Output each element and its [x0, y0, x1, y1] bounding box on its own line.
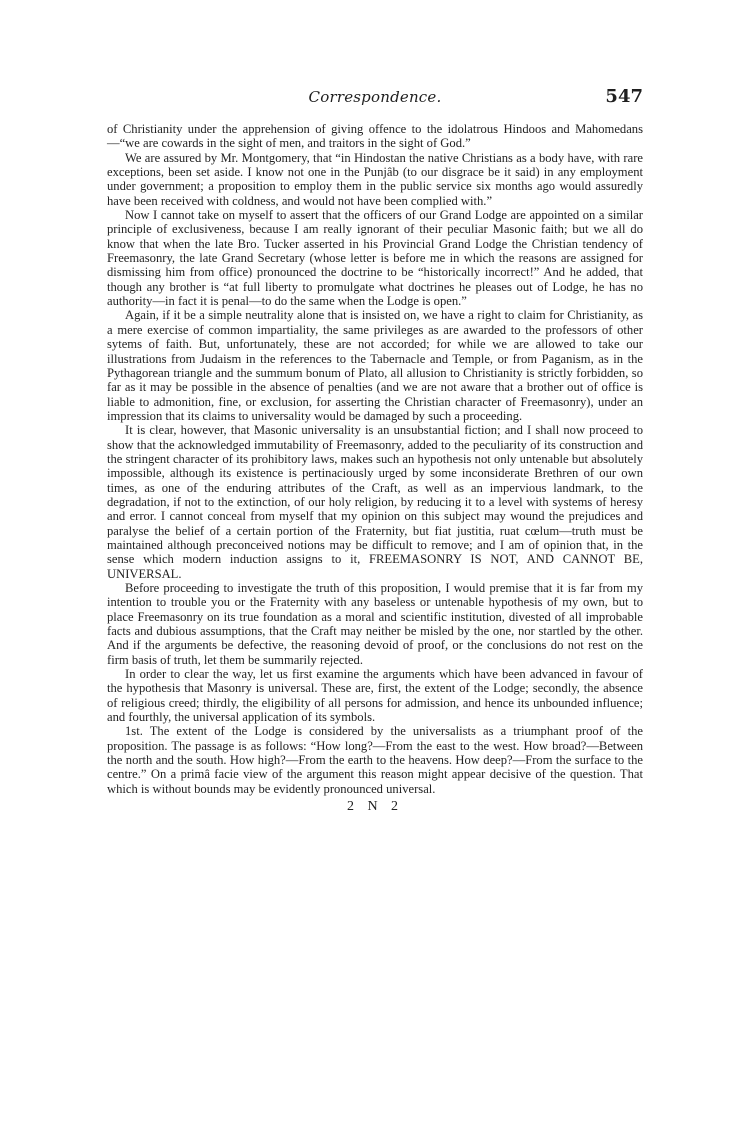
paragraph: of Christianity under the apprehension of giving offence to the idolatrous Hindoos and Mahomedans—“we are cowards in the sight of men, and traitors in the sight of God.”: [107, 122, 643, 151]
paragraph: Again, if it be a simple neutrality alone that is insisted on, we have a right to claim for Christianity, as a mere exercise of common impartiality, the same privileges as are awarded to the professors of other sytems of faith. But, unfortunately, these are not accorded; for while we are allowed to take our illustrations from Judaism in the references to the Tabernacle and Temple, or from Paganism, as in the Pythagorean triangle and the summum bonum of Plato, all allusion to Christianity is strictly forbidden, so far as it may be possible in the absence of penalties (and we are not aware that a brother out of office is liable to admonition, fine, or exclusion, for asserting the Christian character of Freemasonry), under an impression that its claims to universality would be damaged by such a proceeding.: [107, 308, 643, 423]
paragraph: We are assured by Mr. Montgomery, that “in Hindostan the native Christians as a body have, with rare exceptions, been set aside. I know not one in the Punjâb (to our disgrace be it said) in any employment under government; a proposition to employ them in the public service six months ago would assuredly have been received with coldness, and would not have been complied with.”: [107, 150, 643, 208]
paragraph: It is clear, however, that Masonic universality is an unsubstantial fiction; and I shall now proceed to show that the acknowledged immutability of Freemasonry, added to the peculiarity of its construction and the stringent character of its prohibitory laws, makes such an hypothesis not only untenable but absolutely impossible, although its existence is pertinaciously urged by some inconsiderate Brethren of our own times, as one of the enduring attributes of the Craft, as well as an impervious landmark, to the degradation, if not to the extinction, of our holy religion, by reducing it to a level with systems of heresy and error. I cannot conceal from myself that my opinion on this subject may wound the prejudices and paralyse the belief of a certain portion of the Fraternity, but fiat justitia, ruat cœlum—truth must be maintained although preconceived notions may be difficult to remove; and I am of opinion that, in the sense which modern induction assigns to it, FREEMASONRY IS NOT, AND CANNOT BE, UNIVERSAL.: [107, 423, 643, 581]
paragraph: Before proceeding to investigate the truth of this proposition, I would premise that it is far from my intention to trouble you or the Fraternity with any baseless or untenable hypothesis of my own, but to place Freemasonry on its true foundation as a moral and scientific institution, divested of all improbable facts and dubious assumptions, that the Craft may neither be misled by the one, nor startled by the other. And if the arguments be defective, the reasoning devoid of proof, or the conclusions do not rest on the firm basis of truth, let them be summarily rejected.: [107, 581, 643, 667]
paragraph: 1st. The extent of the Lodge is considered by the universalists as a triumphant proof of the proposition. The passage is as follows: “How long?—From the east to the west. How broad?—Between the north and the south. How high?—From the earth to the heavens. How deep?—From the surface to the centre.” On a primâ facie view of the argument this reason might appear decisive of the question. That which is without bounds may be evidently pronounced universal.: [107, 724, 643, 796]
article-body: [107, 122, 643, 796]
signature-mark: 2 N 2: [346, 799, 404, 815]
paragraph: Now I cannot take on myself to assert that the officers of our Grand Lodge are appointed on a similar principle of exclusiveness, because I am really ignorant of their peculiar Masonic faith; but we all do know that when the late Bro. Tucker asserted in his Provincial Grand Lodge the Christian tendency of Freemasonry, the late Grand Secretary (whose letter is before me in which the reasons are assigned for dismissing him from office) pronounced the doctrine to be “historically incorrect!” And he added, that though any brother is “at full liberty to promulgate what doctrines he pleases out of Lodge, he has no authority—in fact it is penal—to do the same when the Lodge is open.”: [107, 208, 643, 309]
journal-page: [107, 88, 643, 815]
page-number: 547: [605, 86, 643, 107]
running-title: Correspondence.: [308, 88, 442, 106]
paragraph: In order to clear the way, let us first examine the arguments which have been advanced in favour of the hypothesis that Masonry is universal. These are, first, the extent of the Lodge; secondly, the absence of religious creed; thirdly, the eligibility of all persons for admission, and hence its unbounded influence; and fourthly, the universal application of its symbols.: [107, 667, 643, 725]
running-head: [107, 88, 643, 110]
